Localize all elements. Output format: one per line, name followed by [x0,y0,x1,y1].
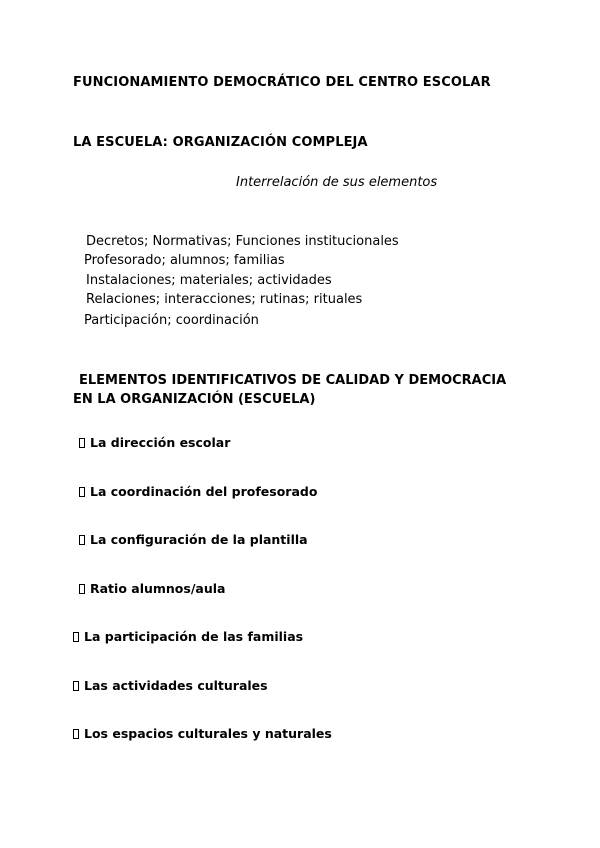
list-item [73,678,268,693]
section-heading-line: ELEMENTOS IDENTIFICATIVOS DE CALIDAD Y DEMOCRACIA [79,373,507,388]
missing-glyph-icon [79,438,85,448]
list-item-label: Las actividades culturales [84,678,268,693]
list-item-label: Los espacios culturales y naturales [84,726,332,741]
list-item-label: La coordinación del profesorado [90,484,318,499]
list-item [73,726,332,741]
list-item-label: Ratio alumnos/aula [90,581,226,596]
missing-glyph-icon [73,681,79,691]
list-item [79,532,308,547]
missing-glyph-icon [79,584,85,594]
section-heading-escuela: LA ESCUELA: ORGANIZACIÓN COMPLEJA [73,135,368,150]
list-item: Profesorado; alumnos; familias [84,253,285,268]
list-item: Decretos; Normativas; Funciones institucionales [86,234,399,249]
list-item-label: La configuración de la plantilla [90,532,308,547]
missing-glyph-icon [79,535,85,545]
section-heading-line: EN LA ORGANIZACIÓN (ESCUELA) [73,392,316,407]
list-item: Participación; coordinación [84,313,259,328]
list-item [79,435,230,450]
missing-glyph-icon [79,487,85,497]
document-title: FUNCIONAMIENTO DEMOCRÁTICO DEL CENTRO ESCOLAR [73,75,491,90]
missing-glyph-icon [73,729,79,739]
missing-glyph-icon [73,632,79,642]
list-item-label: La participación de las familias [84,629,304,644]
section-subtitle: Interrelación de sus elementos [236,175,438,190]
list-item: Relaciones; interacciones; rutinas; rituales [86,292,363,307]
list-item [79,581,225,596]
list-item [79,484,317,499]
list-item: Instalaciones; materiales; actividades [86,273,332,288]
list-item [73,629,303,644]
list-item-label: La dirección escolar [90,435,231,450]
